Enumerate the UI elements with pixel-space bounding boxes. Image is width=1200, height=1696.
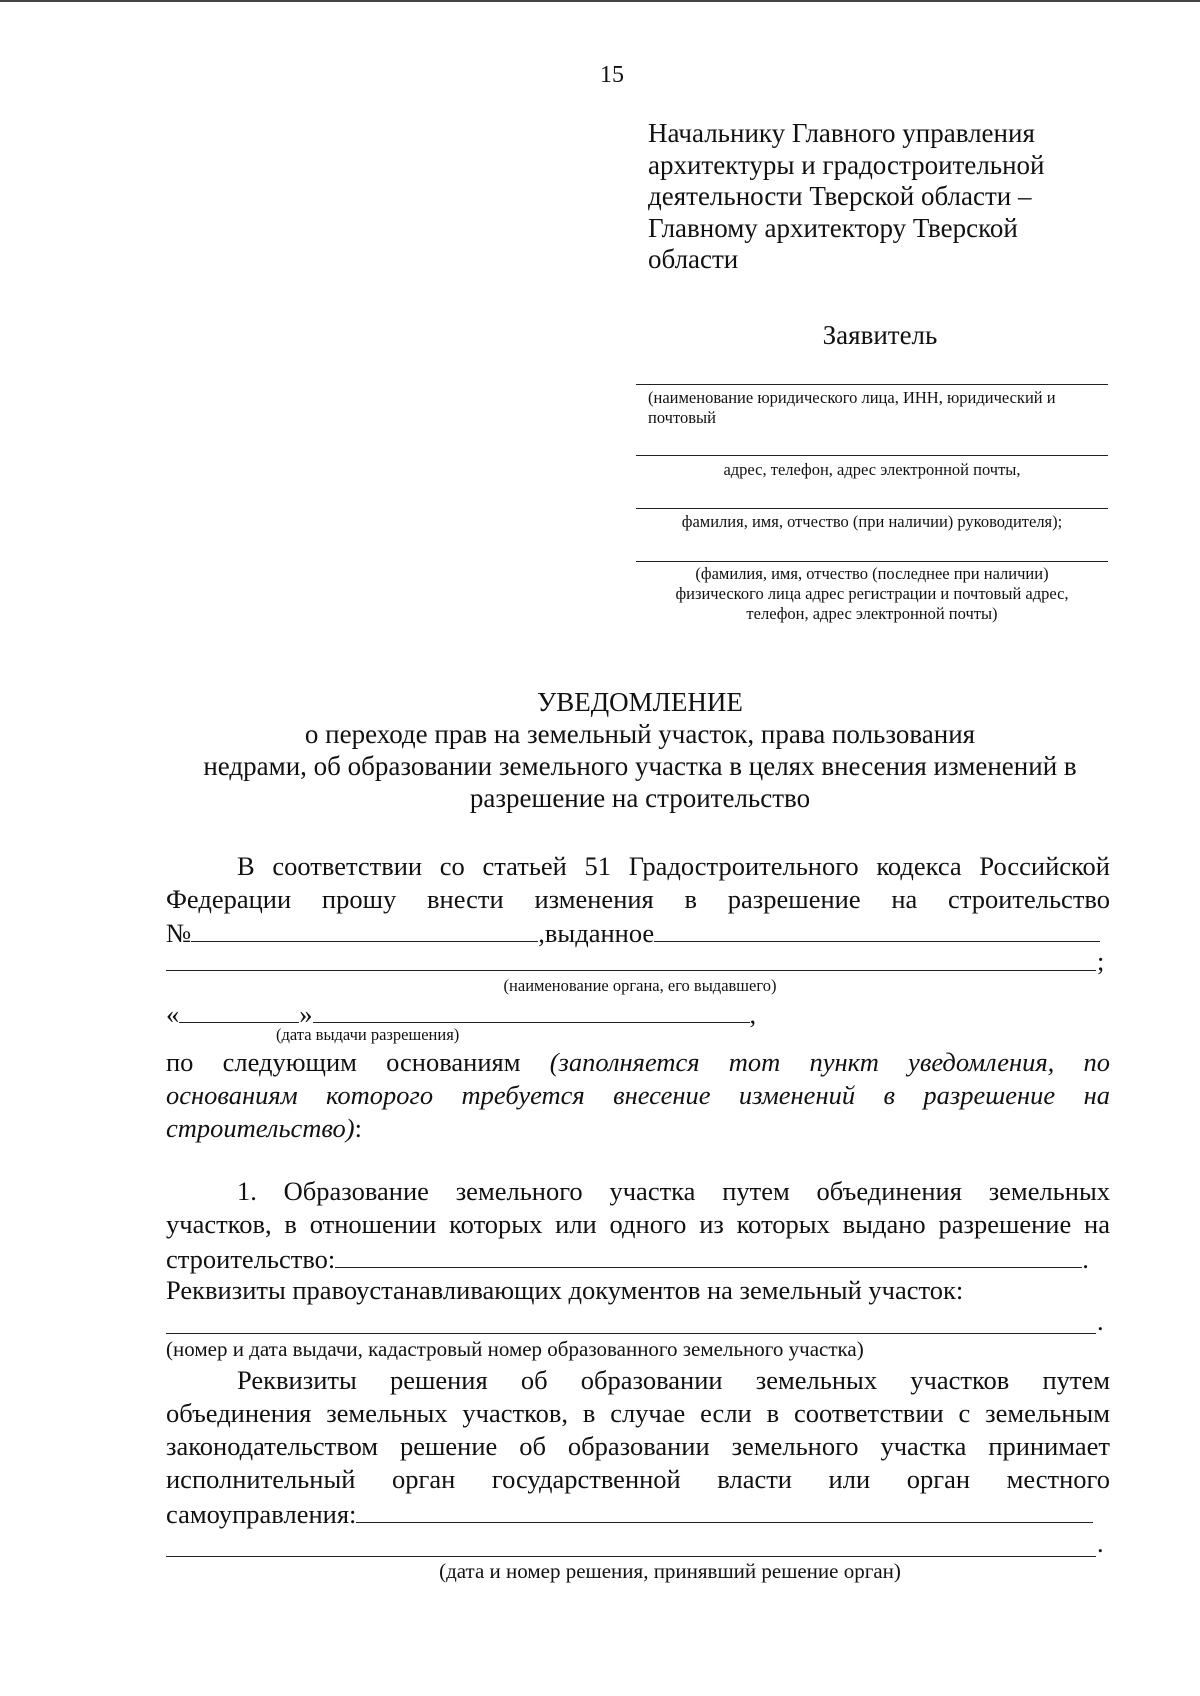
decision-line-3: законодательством решение об образовании земельного участка принимает <box>166 1431 1110 1461</box>
decision-line-4: исполнительный орган государственной власти или орган местного <box>166 1464 1110 1494</box>
decision-line-1: Реквизиты решения об образовании земельных участков путем <box>237 1365 1110 1395</box>
colon: : <box>354 1113 363 1143</box>
date-caption: (дата выдачи разрешения) <box>276 1025 460 1044</box>
rekv-docs-line: Реквизиты правоустанавливающих документов на земельный участок: <box>166 1275 964 1305</box>
permit-line <box>166 915 1116 950</box>
applicant-caption-4 <box>636 564 1108 624</box>
grounds-line-1 <box>166 1046 1110 1079</box>
decision-field-line-2[interactable] <box>166 1556 1096 1557</box>
recipient-line: Начальнику Главного управления <box>648 118 1035 148</box>
applicant-field-line-1[interactable] <box>636 384 1108 385</box>
item1-line-3 <box>166 1241 1116 1276</box>
permit-number-label: № <box>166 918 192 948</box>
decision-caption: (дата и номер решения, принявший решение орган) <box>439 1559 901 1583</box>
issuer-field[interactable] <box>654 915 1100 942</box>
caption-text: (наименование юридического лица, ИНН, юридический и <box>648 388 1056 407</box>
date-day-field[interactable] <box>179 996 299 1023</box>
caption-text: физического лица адрес регистрации и почтовый адрес, <box>675 584 1069 603</box>
permit-number-field[interactable] <box>191 915 538 942</box>
decision-line-5 <box>166 1496 1116 1531</box>
issuer-caption: (наименование органа, его выдавшего) <box>503 976 777 995</box>
period: . <box>1082 1244 1089 1274</box>
period: . <box>1097 1306 1104 1336</box>
issued-label: ,выданное <box>538 918 655 948</box>
grounds-line-2: основаниям которого требуется внесение изменений в разрешение на <box>166 1080 1110 1110</box>
quote-close: » <box>299 999 313 1029</box>
notice-subtitle-line: разрешение на строительство <box>469 783 811 813</box>
grounds-italic-text: (заполняется тот пункт уведомления, по <box>549 1047 1111 1077</box>
grounds-italic-text: строительство) <box>166 1113 355 1143</box>
caption-text: телефон, адрес электронной почты) <box>746 604 998 623</box>
applicant-caption-2: адрес, телефон, адрес электронной почты, <box>723 460 1021 479</box>
recipient-line: деятельности Тверской области – <box>648 181 1032 211</box>
building-permit-field[interactable] <box>335 1241 1082 1268</box>
item1-line-2: участков, в отношении которых или одного из которых выдано разрешение на <box>166 1209 1110 1239</box>
body-line: Федерации прошу внести изменения в разрешение на строительство <box>166 884 1110 914</box>
applicant-caption-3: фамилия, имя, отчество (при наличии) руководителя); <box>681 512 1063 531</box>
applicant-field-line-4[interactable] <box>636 561 1108 562</box>
page-number: 15 <box>600 62 624 88</box>
docs-caption: (номер и дата выдачи, кадастровый номер образованного земельного участка) <box>166 1337 864 1361</box>
notice-subtitle-line: недрами, об образовании земельного участка в целях внесения изменений в <box>203 751 1077 781</box>
recipient-line: Главному архитектору Тверской <box>648 212 1018 243</box>
applicant-field-line-3[interactable] <box>636 508 1108 509</box>
docs-field-line[interactable] <box>166 1333 1096 1334</box>
applicant-label: Заявитель <box>822 320 938 350</box>
grounds-text: по следующим основаниям <box>166 1047 521 1077</box>
grounds-line-3 <box>166 1112 566 1145</box>
applicant-field-line-2[interactable] <box>636 455 1108 456</box>
notice-heading: УВЕДОМЛЕНИЕ <box>537 687 743 717</box>
issuer-field-line-2[interactable] <box>166 970 1096 971</box>
item1-text: строительство: <box>166 1244 336 1274</box>
caption-text: почтовый <box>648 408 716 427</box>
notice-title <box>160 686 1120 814</box>
date-month-year-field[interactable] <box>313 996 750 1023</box>
top-border <box>0 0 1200 2</box>
caption-text: (фамилия, имя, отчество (последнее при наличии) <box>695 564 1049 583</box>
body-line: В соответствии со статьей 51 Градостроительного кодекса Российской <box>237 851 1110 881</box>
period: . <box>1097 1528 1104 1558</box>
applicant-caption-1 <box>648 388 1118 428</box>
recipient-line: архитектуры и градостроительной <box>648 149 1045 180</box>
recipient-line: области <box>648 244 739 274</box>
recipient-block <box>648 118 1118 276</box>
decision-field[interactable] <box>356 1496 1093 1523</box>
quote-open: « <box>166 999 180 1029</box>
semicolon: ; <box>1097 946 1105 976</box>
notice-subtitle-line: о переходе прав на земельный участок, права пользования <box>304 719 976 749</box>
item1-line-1: 1. Образование земельного участка путем объединения земельных <box>237 1176 1110 1206</box>
comma: , <box>749 999 757 1029</box>
decision-line-2: объединения земельных участков, в случае если в соответствии с земельным <box>166 1398 1110 1428</box>
decision-text: самоуправления: <box>166 1499 357 1529</box>
